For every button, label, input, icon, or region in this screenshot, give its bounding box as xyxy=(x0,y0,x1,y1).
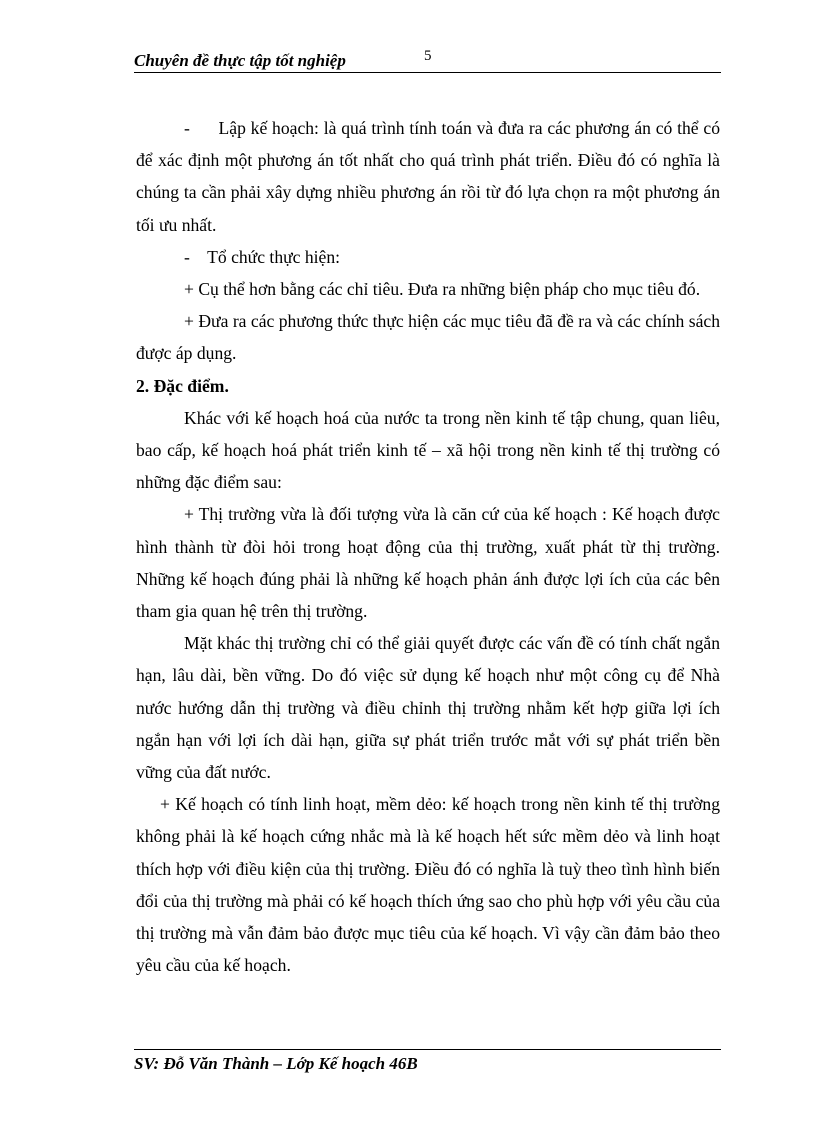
paragraph-dua-ra-phuong-thuc: + Đưa ra các phương thức thực hiện các mục tiêu đã đề ra và các chính sách được áp dụng. xyxy=(136,311,720,364)
paragraph-ke-hoach-linh-hoat: + Kế hoạch có tính linh hoạt, mềm dẻo: kế hoạch trong nền kinh tế thị trường không phải là kế hoạch cứng nhắc mà là kế hoạch hết sức mềm dẻo và linh hoạt thích hợp với điều kiện của thị trường. Điều đó có nghĩa là tuỳ theo tình hình biến đổi của thị trường mà phải có kế hoạch thích ứng sao cho phù hợp với yêu cầu của thị trường mà vẫn đảm bảo được mục tiêu của kế hoạch. Vì vậy cần đảm bảo theo yêu cầu của kế hoạch. xyxy=(136,794,720,976)
page-number: 5 xyxy=(424,48,432,64)
paragraph-lap-ke-hoach: - Lập kế hoạch: là quá trình tính toán và đưa ra các phương án có thể có để xác định một phương án tốt nhất cho quá trình phát triển. Điều đó có nghĩa là chúng ta cần phải xây dựng nhiều phương án rồi từ đó lựa chọn ra một phương án tối ưu nhất. xyxy=(136,118,725,235)
paragraph-khac-voi: Khác với kế hoạch hoá của nước ta trong nền kinh tế tập chung, quan liêu, bao cấp, kế hoạch hoá phát triển kinh tế – xã hội trong nền kinh tế thị trường có những đặc điểm sau: xyxy=(136,407,720,493)
paragraph-thi-truong-vua-la: + Thị trường vừa là đối tượng vừa là căn cứ của kế hoạch : Kế hoạch được hình thành từ đòi hỏi trong hoạt động của thị trường, xuất phát từ thị trường. Những kế hoạch đúng phải là những kế hoạch phản ánh được lợi ích của các bên tham gia quan hệ trên thị trường. xyxy=(136,504,720,622)
paragraph-cu-the-hon: + Cụ thể hơn bằng các chỉ tiêu. Đưa ra những biện pháp cho mục tiêu đó. xyxy=(184,279,701,300)
paragraph-mat-khac: Mặt khác thị trường chỉ có thể giải quyết được các vấn đề có tính chất ngắn hạn, lâu dài, bền vững. Do đó việc sử dụng kế hoạch như một công cụ để Nhà nước hướng dẫn thị trường và điều chỉnh thị trường nhằm kết hợp giữa lợi ích ngắn hạn với lợi ích dài hạn, giữa sự phát triển trước mắt với sự phát triển bền vững của đất nước. xyxy=(136,633,720,783)
section-heading-dac-diem: 2. Đặc điểm. xyxy=(136,375,229,396)
header-title: Chuyên đề thực tập tốt nghiệp xyxy=(134,51,346,70)
footer-author: SV: Đỗ Văn Thành – Lớp Kế hoạch 46B xyxy=(134,1054,418,1073)
paragraph-to-chuc-thuc-hien: - Tổ chức thực hiện: xyxy=(184,246,341,267)
document-body xyxy=(136,112,725,981)
page-footer xyxy=(134,1049,721,1074)
page-header xyxy=(134,48,721,73)
